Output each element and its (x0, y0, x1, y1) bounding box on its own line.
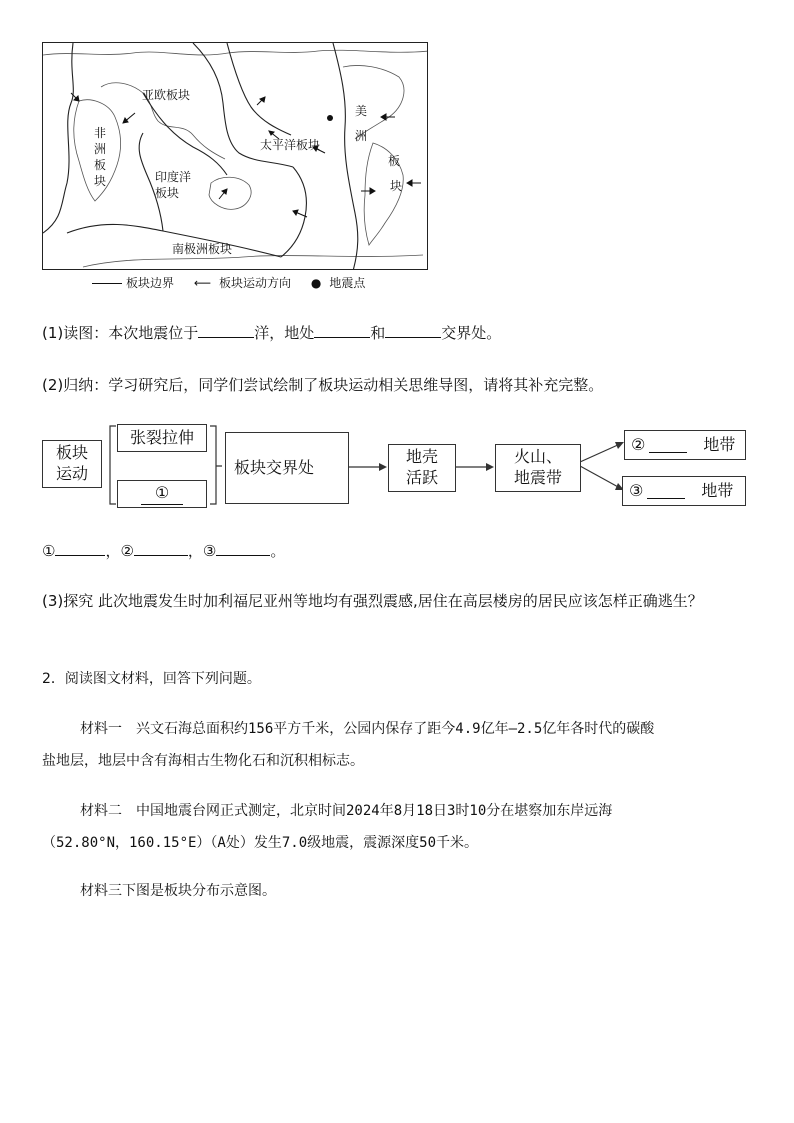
answer-blank-2[interactable] (134, 541, 188, 556)
label-america-3: 板 (388, 154, 401, 168)
arrow-1 (349, 460, 389, 474)
movement-arrows (71, 93, 421, 217)
box-plate-motion: 板块运动 (42, 440, 102, 488)
blank-plate-b[interactable] (385, 323, 441, 338)
fork-arrows (580, 436, 626, 500)
box-belt-2[interactable]: ② 地带 (624, 430, 746, 460)
label-africa-3: 板 (94, 158, 107, 172)
blank-plate-a[interactable] (314, 323, 370, 338)
question-2: (2)归纳：学习研究后，同学们尝试绘制了板块运动相关思维导图，请将其补充完整。 (42, 376, 604, 394)
earthquake-point (327, 115, 333, 121)
label-africa-2: 洲 (94, 142, 107, 156)
label-america-2: 洲 (355, 129, 368, 143)
box-stretch: 张裂拉伸 (117, 424, 207, 452)
box-crust: 地壳 活跃 (388, 444, 456, 492)
box-blank-1[interactable]: ① (117, 480, 207, 508)
material-2-line-2: （52.80°N，160.15°E）（A处）发生7.0级地震，震源深度50千米。 (42, 835, 479, 851)
label-pacific-plate: 太平洋板块 (260, 138, 321, 152)
box-volcano: 火山、 地震带 (495, 444, 581, 492)
map-legend (92, 274, 381, 291)
section-2-title: 2．阅读图文材料，回答下列问题。 (42, 671, 261, 687)
material-1-line-1: 材料一 兴文石海总面积约156平方千米，公园内保存了距今4.9亿年—2.5亿年各时代的碳酸 (80, 721, 655, 737)
label-america-4: 块 (390, 179, 403, 193)
legend-quake: ● 地震点 (310, 276, 366, 290)
label-eurasia-plate: 亚欧板块 (142, 88, 191, 102)
legend-boundary: 板块边界 (92, 276, 186, 290)
label-africa-4: 块 (94, 174, 107, 188)
question-1: (1)读图：本次地震位于 洋，地处 和 交界处。 (42, 324, 502, 342)
arrow-2 (456, 460, 496, 474)
question-3: (3)探究 此次地震发生时加利福尼亚州等地均有强烈震感,居住在高层楼房的居民应该怎样正确逃生？ (42, 592, 703, 610)
answer-blank-1[interactable] (55, 541, 105, 556)
blank-ocean[interactable] (198, 323, 254, 338)
material-1-line-2: 盐地层，地层中含有海相古生物化石和沉积相标志。 (42, 753, 364, 769)
boundary-line-icon (92, 283, 122, 284)
label-africa-1: 非 (94, 126, 107, 140)
arrow-left-icon: ⟵ (193, 276, 212, 290)
legend-direction: ⟵ 板块运动方向 (193, 276, 292, 290)
answer-blank-3[interactable] (216, 541, 270, 556)
label-america-1: 美 (355, 104, 368, 118)
answer-line: ① ，② ，③ 。 (42, 542, 286, 560)
left-brace (104, 424, 118, 508)
right-brace (208, 424, 222, 508)
material-2-line-1: 材料二 中国地震台网正式测定，北京时间2024年8月18日3时10分在堪察加东岸远海 (80, 803, 613, 819)
label-indian-1: 印度洋 (155, 170, 192, 184)
label-indian-2: 板块 (155, 186, 180, 200)
dot-icon: ● (310, 276, 322, 290)
label-antarctic-plate: 南极洲板块 (172, 242, 233, 256)
material-3: 材料三下图是板块分布示意图。 (80, 883, 276, 899)
plate-boundaries (43, 43, 358, 270)
box-boundary: 板块交界处 (225, 432, 349, 504)
box-belt-3[interactable]: ③ 地带 (622, 476, 746, 506)
